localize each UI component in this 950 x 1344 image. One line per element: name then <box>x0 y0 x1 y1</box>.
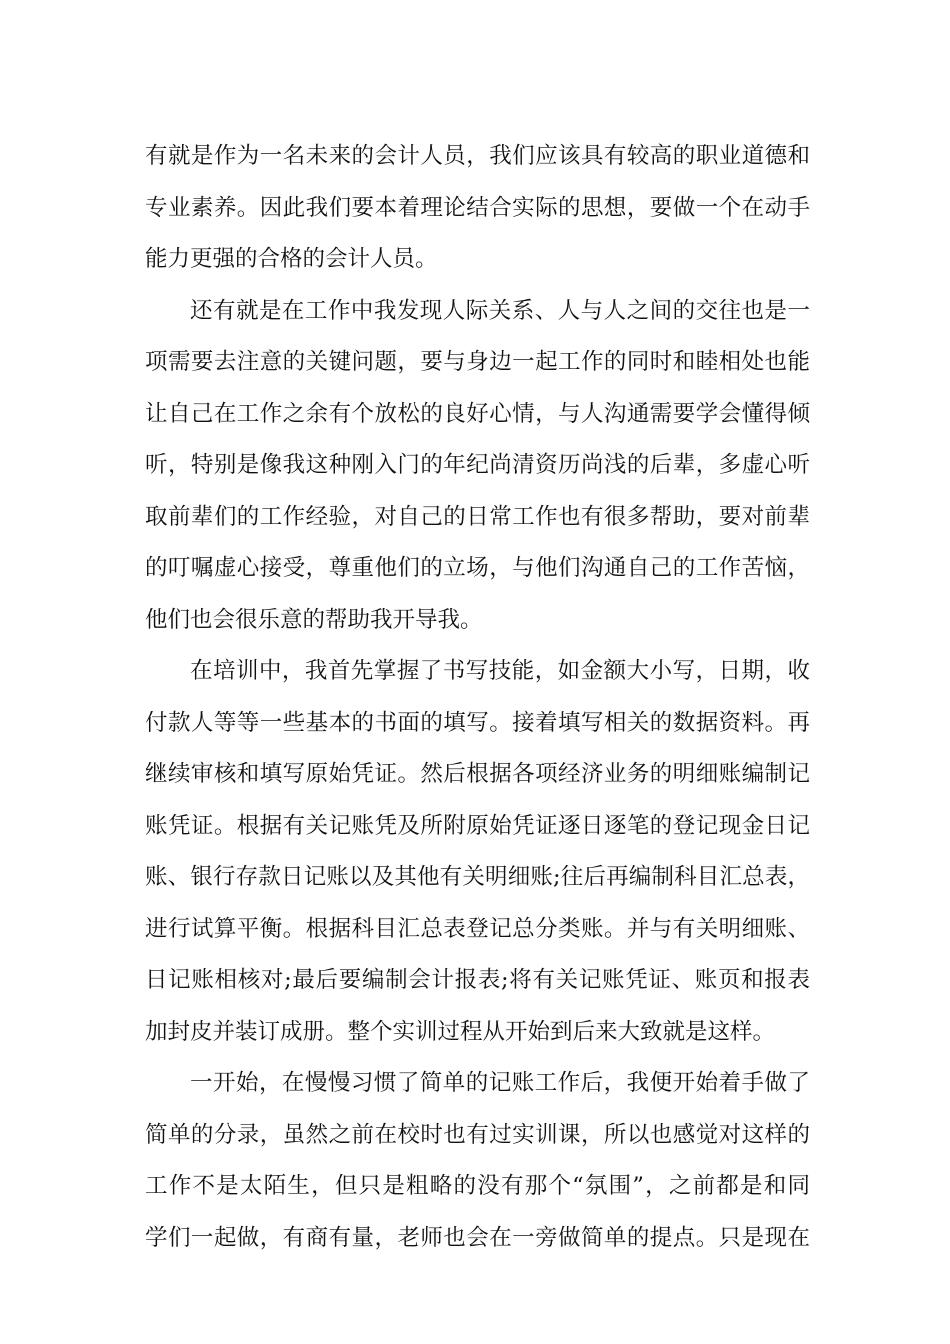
text-line: 继续审核和填写原始凭证。然后根据各项经济业务的明细账编制记 <box>145 761 810 787</box>
document-body <box>145 131 810 1264</box>
text-line: 听，特别是像我这种刚入门的年纪尚清资历尚浅的后辈，多虚心听 <box>145 452 810 478</box>
text-line: 让自己在工作之余有个放松的良好心情，与人沟通需要学会懂得倾 <box>145 400 810 427</box>
text-line: 能力更强的合格的会计人员。 <box>145 246 438 272</box>
text-line: 付款人等等一些基本的书面的填写。接着填写相关的数据资料。再 <box>145 709 810 736</box>
text-line: 在培训中，我首先掌握了书写技能，如金额大小写，日期，收 <box>190 658 810 684</box>
text-line: 进行试算平衡。根据科目汇总表登记总分类账。并与有关明细账、 <box>145 915 810 942</box>
text-line: 简单的分录，虽然之前在校时也有过实训课，所以也感觉对这样的 <box>145 1121 810 1148</box>
text-line: 的叮嘱虚心接受，尊重他们的立场，与他们沟通自己的工作苦恼， <box>145 555 810 581</box>
text-line: 学们一起做，有商有量，老师也会在一旁做简单的提点。只是现在 <box>145 1224 810 1251</box>
text-line: 账、银行存款日记账以及其他有关明细账;往后再编制科目汇总表， <box>145 864 810 890</box>
text-line: 日记账相核对;最后要编制会计报表;将有关记账凭证、账页和报表 <box>145 967 810 993</box>
text-line: 加封皮并装订成册。整个实训过程从开始到后来大致就是这样。 <box>145 1018 776 1045</box>
text-line: 一开始，在慢慢习惯了简单的记账工作后，我便开始着手做了 <box>190 1070 810 1096</box>
text-line: 取前辈们的工作经验，对自己的日常工作也有很多帮助，要对前辈 <box>145 503 810 530</box>
text-line: 有就是作为一名未来的会计人员，我们应该具有较高的职业道德和 <box>145 143 810 169</box>
paragraph <box>145 286 810 647</box>
text-line: 工作不是太陌生，但只是粗略的没有那个“氛围”，之前都是和同 <box>145 1173 810 1199</box>
text-line: 项需要去注意的关键问题，要与身边一起工作的同时和睦相处也能 <box>145 349 810 375</box>
paragraph <box>145 646 810 1058</box>
paragraph <box>145 131 810 286</box>
text-line: 账凭证。根据有关记账凭及所附原始凭证逐日逐笔的登记现金日记 <box>145 812 810 839</box>
text-line: 他们也会很乐意的帮助我开导我。 <box>145 606 483 633</box>
text-line: 专业素养。因此我们要本着理论结合实际的思想，要做一个在动手 <box>145 194 810 221</box>
text-line: 还有就是在工作中我发现人际关系、人与人之间的交往也是一 <box>190 297 810 324</box>
paragraph <box>145 1058 810 1264</box>
